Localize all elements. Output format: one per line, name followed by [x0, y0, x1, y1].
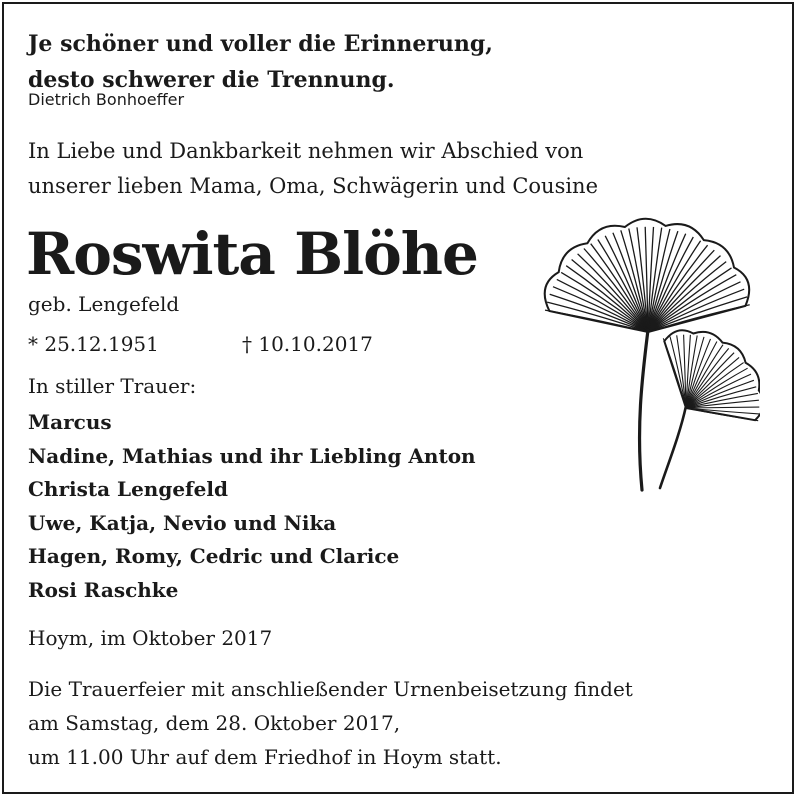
mourner-name: Marcus: [28, 410, 112, 434]
quote: [28, 26, 493, 98]
mourner-name: Hagen, Romy, Cedric und Clarice: [28, 544, 400, 568]
ginkgo-leaves-icon: [530, 208, 760, 498]
birth-date: * 25.12.1951: [28, 332, 159, 356]
deceased-name: Roswita Blöhe: [26, 220, 478, 288]
death-date: † 10.10.2017: [242, 332, 373, 356]
intro-line: In Liebe und Dankbarkeit nehmen wir Abschied von: [28, 139, 584, 163]
ceremony-line: um 11.00 Uhr auf dem Friedhof in Hoym statt.: [28, 745, 502, 769]
mourner-name: Rosi Raschke: [28, 577, 179, 602]
mourners-list: [28, 406, 476, 607]
place-date: Hoym, im Oktober 2017: [28, 626, 273, 650]
quote-line: desto schwerer die Trennung.: [28, 67, 395, 93]
born-name: geb. Lengefeld: [28, 292, 180, 316]
intro-line: unserer lieben Mama, Oma, Schwägerin und Cousine: [28, 174, 599, 198]
ceremony-info: [28, 672, 633, 774]
ceremony-line: Die Trauerfeier mit anschließender Urnenbeisetzung findet: [28, 677, 633, 701]
mourner-name: Uwe, Katja, Nevio und Nika: [28, 510, 337, 535]
quote-author: Dietrich Bonhoeffer: [28, 90, 185, 109]
ceremony-line: am Samstag, dem 28. Oktober 2017,: [28, 711, 401, 735]
mourner-name: Christa Lengefeld: [28, 477, 228, 501]
quote-line: Je schöner und voller die Erinnerung,: [28, 31, 493, 57]
intro-text: [28, 134, 598, 204]
mourning-label: In stiller Trauer:: [28, 374, 197, 398]
mourner-name: Nadine, Mathias und ihr Liebling Anton: [28, 443, 476, 468]
